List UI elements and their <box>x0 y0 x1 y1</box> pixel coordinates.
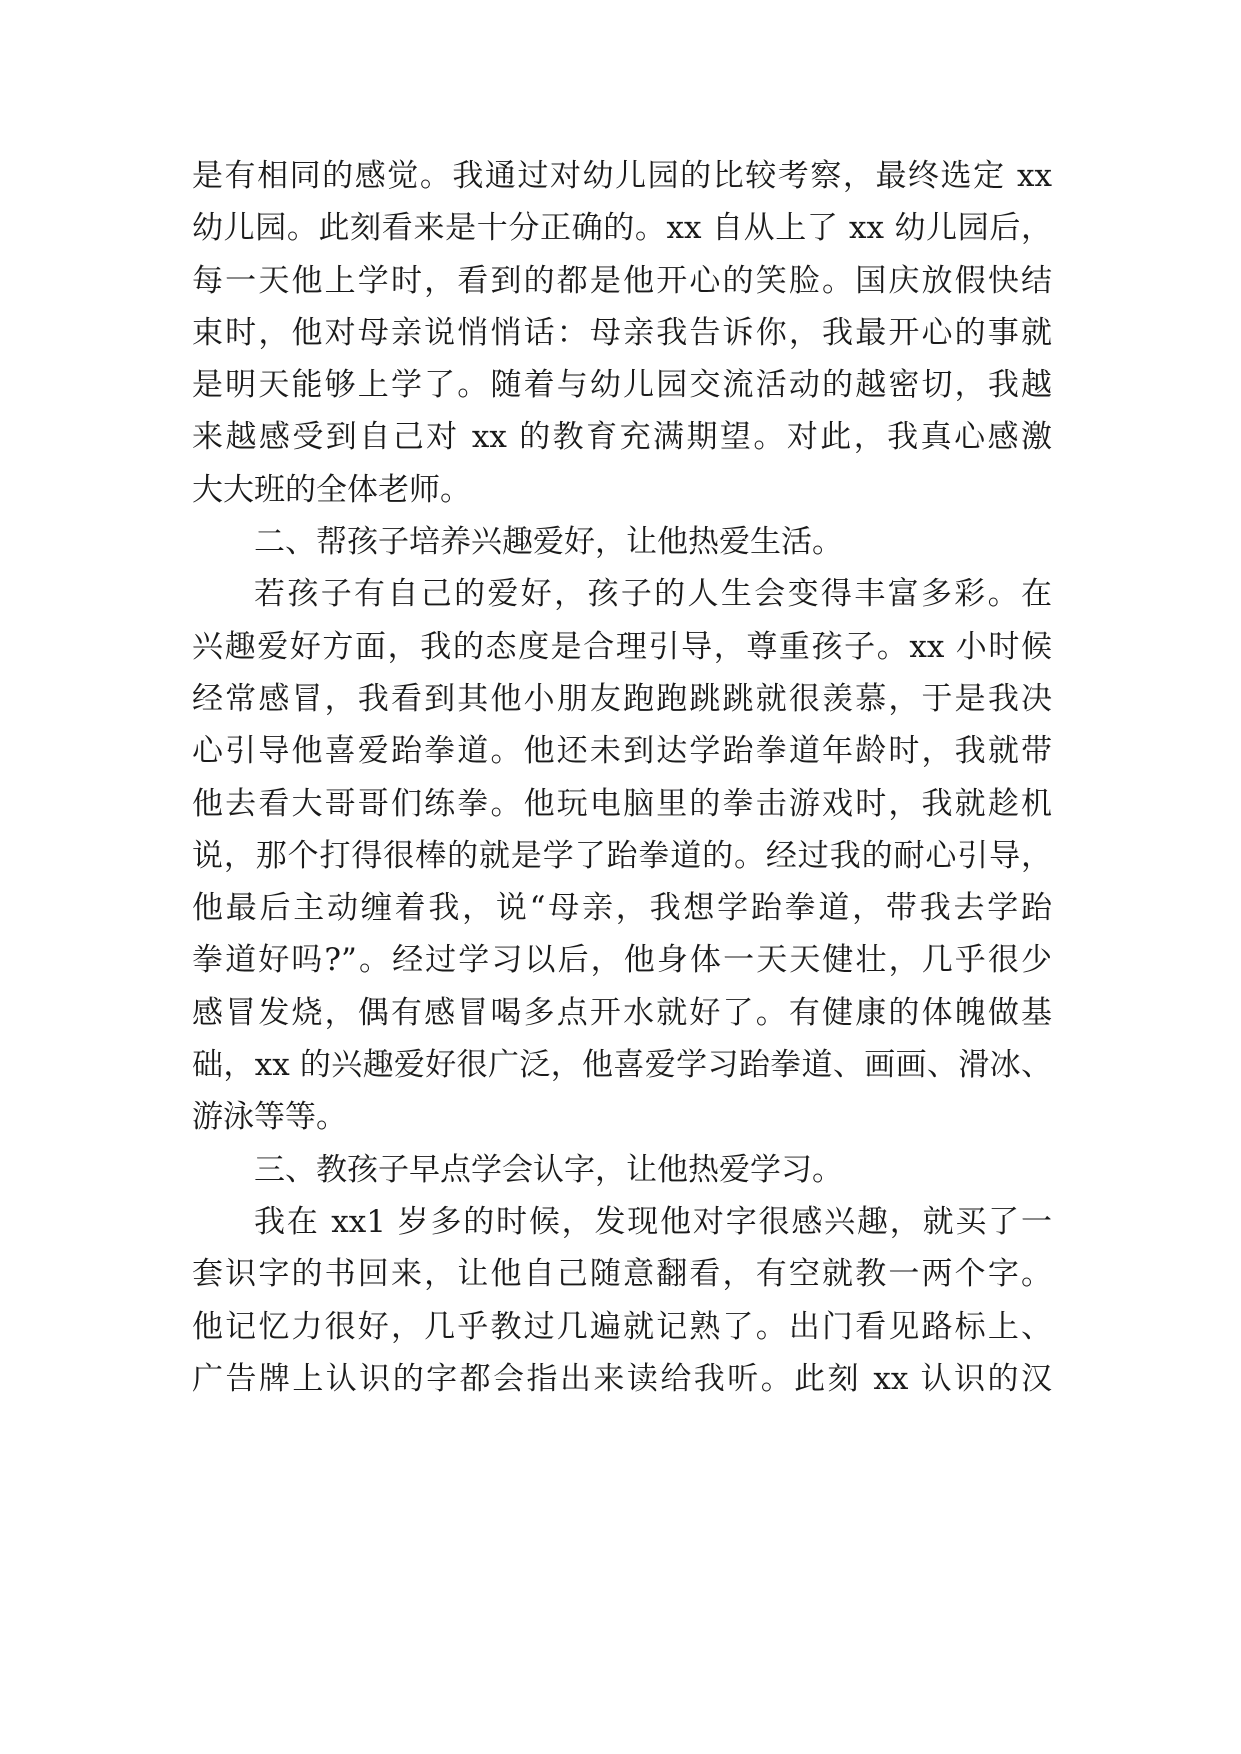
text-line: 套识字的书回来，让他自己随意翻看，有空就教一两个字。 <box>192 1256 1052 1293</box>
text-line: 础，xx 的兴趣爱好很广泛，他喜爱学习跆拳道、画画、滑冰、 <box>192 1047 1052 1084</box>
text-line: 我在 xx1 岁多的时候，发现他对字很感兴趣，就买了一 <box>254 1203 1052 1240</box>
text-line: 来越感受到自己对 xx 的教育充满期望。对此，我真心感激 <box>192 419 1052 456</box>
text-line: 若孩子有自己的爱好，孩子的人生会变得丰富多彩。在 <box>254 576 1052 613</box>
text-line: 他记忆力很好，几乎教过几遍就记熟了。出门看见路标上、 <box>192 1308 1052 1345</box>
document-body <box>192 150 1052 1405</box>
text-line: 心引导他喜爱跆拳道。他还未到达学跆拳道年龄时，我就带 <box>192 733 1052 770</box>
text-line: 二、帮孩子培养兴趣爱好，让他热爱生活。 <box>254 524 843 561</box>
text-line: 感冒发烧，偶有感冒喝多点开水就好了。有健康的体魄做基 <box>192 994 1052 1031</box>
text-line: 兴趣爱好方面，我的态度是合理引导，尊重孩子。xx 小时候 <box>192 628 1052 665</box>
text-line: 游泳等等。 <box>192 1099 347 1136</box>
text-line: 大大班的全体老师。 <box>192 471 471 508</box>
text-line: 他去看大哥哥们练拳。他玩电脑里的拳击游戏时，我就趁机 <box>192 785 1052 822</box>
text-line: 广告牌上认识的字都会指出来读给我听。此刻 xx 认识的汉 <box>192 1360 1052 1397</box>
text-line: 说，那个打得很棒的就是学了跆拳道的。经过我的耐心引导， <box>192 837 1052 874</box>
text-line: 他最后主动缠着我，说“母亲，我想学跆拳道，带我去学跆 <box>192 890 1052 927</box>
text-line: 束时，他对母亲说悄悄话：母亲我告诉你，我最开心的事就 <box>192 314 1052 351</box>
text-line: 每一天他上学时，看到的都是他开心的笑脸。国庆放假快结 <box>192 262 1052 299</box>
text-line: 是有相同的感觉。我通过对幼儿园的比较考察，最终选定 xx <box>192 158 1052 194</box>
text-line: 拳道好吗?”。经过学习以后，他身体一天天健壮，几乎很少 <box>192 942 1052 979</box>
text-line: 经常感冒，我看到其他小朋友跑跑跳跳就很羡慕，于是我决 <box>192 680 1052 717</box>
text-line: 三、教孩子早点学会认字，让他热爱学习。 <box>254 1151 843 1188</box>
text-line: 幼儿园。此刻看来是十分正确的。xx 自从上了 xx 幼儿园后， <box>192 210 1052 247</box>
text-line: 是明天能够上学了。随着与幼儿园交流活动的越密切，我越 <box>192 367 1052 404</box>
